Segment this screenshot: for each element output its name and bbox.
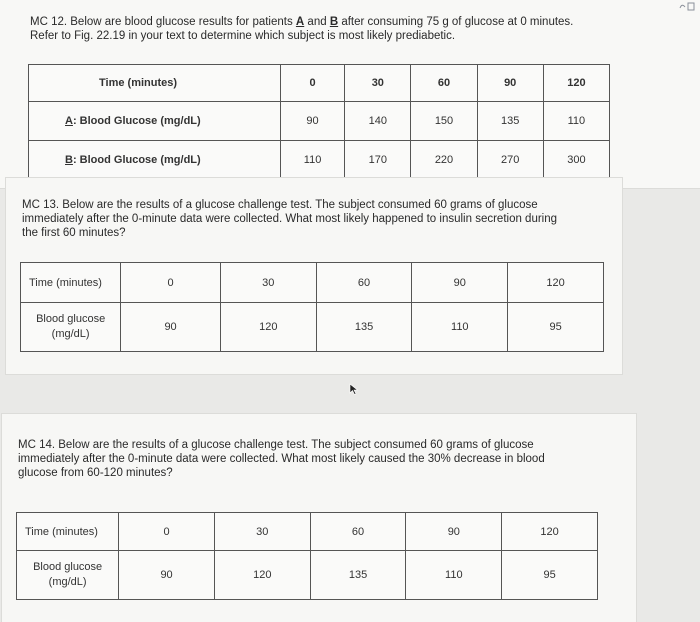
time-cell: 0 xyxy=(121,263,221,303)
table-row xyxy=(29,140,610,179)
mc12-table xyxy=(28,64,610,180)
glucose-cell: 110 xyxy=(406,551,502,600)
glucose-cell: 110 xyxy=(412,303,508,352)
mc12-line2: Refer to Fig. 22.19 in your text to determine which subject is most likely prediabetic. xyxy=(30,30,456,42)
a-glucose-header xyxy=(29,101,281,140)
time-cell: 0 xyxy=(119,513,215,551)
table-row xyxy=(29,101,610,140)
a-value-cell: 110 xyxy=(543,101,609,140)
mc13-line1: MC 13. Below are the results of a glucose challenge test. The subject consumed 60 grams of glucose xyxy=(22,199,538,211)
mc13-table xyxy=(20,262,604,352)
glucose-cell: 135 xyxy=(316,303,412,352)
table-row xyxy=(21,263,604,303)
glucose-label: Blood glucose xyxy=(33,561,103,574)
mc14-line1: MC 14. Below are the results of a glucose challenge test. The subject consumed 60 grams of glucose xyxy=(18,439,534,451)
time-cell: 60 xyxy=(411,65,477,102)
mc13-panel xyxy=(6,178,622,374)
a-value-cell: 90 xyxy=(280,101,344,140)
mc12-question xyxy=(30,15,670,43)
table-row xyxy=(17,551,598,600)
b-glucose-header xyxy=(29,140,281,179)
b-value-cell: 220 xyxy=(411,140,477,179)
table-row xyxy=(17,513,598,551)
time-cell: 30 xyxy=(214,513,310,551)
time-header: Time (minutes) xyxy=(29,65,281,102)
mc13-line3: the first 60 minutes? xyxy=(22,227,126,239)
mc14-line2: immediately after the 0-minute data were collected. What most likely caused the 30% decrease in blood xyxy=(18,453,545,465)
glucose-cell: 120 xyxy=(214,551,310,600)
mc13-line2: immediately after the 0-minute data were collected. What most likely happened to insulin secretion during xyxy=(22,213,558,225)
glucose-cell: 90 xyxy=(121,303,221,352)
mc14-panel xyxy=(2,414,636,622)
glucose-cell: 90 xyxy=(119,551,215,600)
glucose-cell: 95 xyxy=(508,303,604,352)
b-value-cell: 170 xyxy=(345,140,411,179)
b-glucose-label: B: Blood Glucose (mg/dL) xyxy=(65,153,201,166)
glucose-cell: 135 xyxy=(310,551,406,600)
table-row xyxy=(21,303,604,352)
copy-icon[interactable] xyxy=(678,2,696,12)
time-cell: 0 xyxy=(280,65,344,102)
a-value-cell: 135 xyxy=(477,101,543,140)
time-cell: 90 xyxy=(477,65,543,102)
glucose-cell: 95 xyxy=(502,551,598,600)
time-cell: 30 xyxy=(220,263,316,303)
mc14-question xyxy=(18,438,618,480)
mc13-question xyxy=(22,198,612,240)
mc12-line1: MC 12. Below are blood glucose results for patients A and B after consuming 75 g of glucose at 0 minutes. xyxy=(30,16,574,28)
table-row xyxy=(29,65,610,102)
time-cell: 30 xyxy=(345,65,411,102)
glucose-label: Blood glucose xyxy=(36,313,106,326)
b-value-cell: 270 xyxy=(477,140,543,179)
time-header: Time (minutes) xyxy=(21,263,121,303)
glucose-cell: 120 xyxy=(220,303,316,352)
mc12-panel xyxy=(0,0,700,188)
a-glucose-label: A: Blood Glucose (mg/dL) xyxy=(65,114,201,127)
time-header: Time (minutes) xyxy=(17,513,119,551)
glucose-header xyxy=(21,303,121,352)
glucose-unit: (mg/dL) xyxy=(51,328,90,341)
b-value-cell: 110 xyxy=(280,140,344,179)
mc14-table xyxy=(16,512,598,600)
time-cell: 90 xyxy=(412,263,508,303)
time-cell: 60 xyxy=(316,263,412,303)
a-value-cell: 150 xyxy=(411,101,477,140)
glucose-unit: (mg/dL) xyxy=(48,576,87,589)
time-cell: 90 xyxy=(406,513,502,551)
time-cell: 120 xyxy=(502,513,598,551)
mc14-line3: glucose from 60-120 minutes? xyxy=(18,467,173,479)
time-cell: 120 xyxy=(508,263,604,303)
mouse-cursor-icon xyxy=(349,382,359,400)
time-cell: 60 xyxy=(310,513,406,551)
a-value-cell: 140 xyxy=(345,101,411,140)
glucose-header xyxy=(17,551,119,600)
time-cell: 120 xyxy=(543,65,609,102)
b-value-cell: 300 xyxy=(543,140,609,179)
